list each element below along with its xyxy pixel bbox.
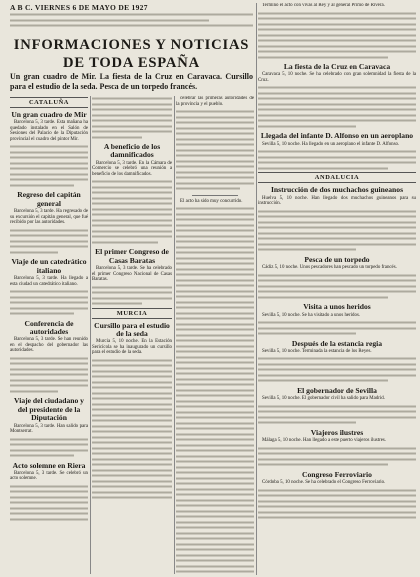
article-body: Barcelona 5, 3 tarde. Se ha celebrado el primer Congreso Nacional de Casas Baratas. (92, 266, 172, 283)
article-body: Málaga 5, 10 noche. Han llegado a este puerto viajeros ilustres. (262, 438, 386, 444)
article-body: Barcelona 5, 3 tarde. Ha regresado de su excursión el capitán general, que fué recibido por las autoridades. (10, 209, 88, 226)
article-body: Barcelona 5, 3 tarde. Ha llegado a esta ciudad un catedrático italiano. (10, 276, 88, 287)
column-3 (176, 96, 254, 574)
article-headline: Instrucción de dos muchachos guineanos (270, 185, 404, 195)
article-body: Terminó el acto con vivas al Rey y al general Primo de Rivera. (262, 3, 385, 8)
article-body: Sevilla 5, 10 noche. Terminada la estancia de los Reyes. (262, 348, 372, 354)
article-body: El acto ha sido muy concurrido. (180, 198, 243, 204)
article-headline: Llegada del infante D. Alfonso en un aeroplano (260, 131, 414, 141)
article-body: Barcelona 5, 3 tarde. En la Cámara de Comercio se celebró una reunión a beneficio de los damnificados. (92, 160, 172, 177)
running-head: A B C. VIERNES 6 DE MAYO DE 1927 (10, 3, 148, 12)
article-headline: Visita a unos heridos (303, 302, 371, 312)
article-body: Cádiz 5, 10 noche. Unos pescadores han pescado un torpedo francés. (262, 265, 397, 271)
article-body: Sevilla 5, 10 noche. Se ha visitado a unos heridos. (262, 312, 361, 318)
column-2 (92, 96, 172, 574)
article-headline: Viaje del ciudadano y del presidente de la Diputación (14, 396, 84, 423)
article-headline: A beneficio de los damnificados (103, 142, 161, 160)
article-body: Huelva 5, 10 noche. Han llegado dos muchachos guineanos para su instrucción. (258, 195, 416, 207)
article-separator (192, 195, 238, 196)
article-body: Caravaca 5, 10 noche. Se ha celebrado con gran solemnidad la fiesta de la Cruz. (258, 72, 416, 83)
column-rule (256, 3, 257, 575)
article-headline: Viaje de un catedrático italiano (11, 257, 87, 275)
section-heading: CATALUÑA (10, 97, 88, 108)
article-body: celebrar las primeras autoridades de la provincia y el pueblo. (176, 96, 254, 107)
article-headline: El primer Congreso de Casas Baratas (95, 247, 169, 265)
article-body: Sevilla 5, 10 noche. El gobernador civil ha salido para Madrid. (262, 396, 385, 402)
article-headline: Cursillo para el estudio de la seda (94, 320, 170, 339)
article-headline: Regreso del capitán general (17, 190, 81, 208)
article-headline: El gobernador de Sevilla (297, 385, 377, 395)
article-headline: Viajeros ilustres (310, 427, 364, 437)
section-heading: MURCIA (92, 308, 172, 319)
article-headline: Conferencia de autoridades (24, 318, 74, 336)
article-headline: Congreso Ferroviario (302, 469, 372, 479)
article-body: Barcelona 5, 3 tarde. Se celebró un acto solemne. (10, 470, 88, 482)
article-body: Barcelona 5, 3 tarde. Han salido para Montserrat. (10, 423, 88, 435)
article-body: Córdoba 5, 10 noche. Se ha celebrado el Congreso Ferroviario. (262, 480, 386, 486)
column-4 (258, 3, 416, 575)
column-rule (90, 96, 91, 574)
page-title: INFORMACIONES Y NOTICIAS DE TODA ESPAÑA (13, 37, 250, 71)
article-body: Barcelona 5, 3 tarde. Se han reunido en el despacho del gobernador las autoridades. (10, 337, 88, 354)
section-heading: ANDALUCIA (258, 172, 416, 183)
article-headline: La fiesta de la Cruz en Caravaca (283, 62, 391, 71)
article-headline: Después de la estancia regia (291, 338, 383, 348)
column-1 (10, 96, 88, 574)
article-body: Murcia 5, 10 noche. En la Estación Sericícola se ha inaugurado un cursillo para el estudio de la seda. (92, 339, 172, 356)
article-headline: Un gran cuadro de Mir (11, 110, 87, 119)
article-body: Barcelona 5, 3 tarde. Esta mañana ha quedado instalado en el Salón de Sesiones del Palacio de la Diputación provincial el cuadro del pintor Mir. (10, 120, 88, 142)
top-continued-text (10, 12, 253, 29)
article-headline: Acto solemne en Riera (12, 460, 86, 470)
page-subhead: Un gran cuadro de Mir. La fiesta de la Cruz en Caravaca. Cursillo para el estudio de la seda. Pesca de un torpedo francés. (10, 72, 253, 91)
article-body: Sevilla 5, 10 noche. Ha llegado en un aeroplano el infante D. Alfonso. (262, 141, 400, 147)
article-headline: Pesca de un torpedo (304, 254, 370, 264)
column-rule (174, 96, 175, 574)
